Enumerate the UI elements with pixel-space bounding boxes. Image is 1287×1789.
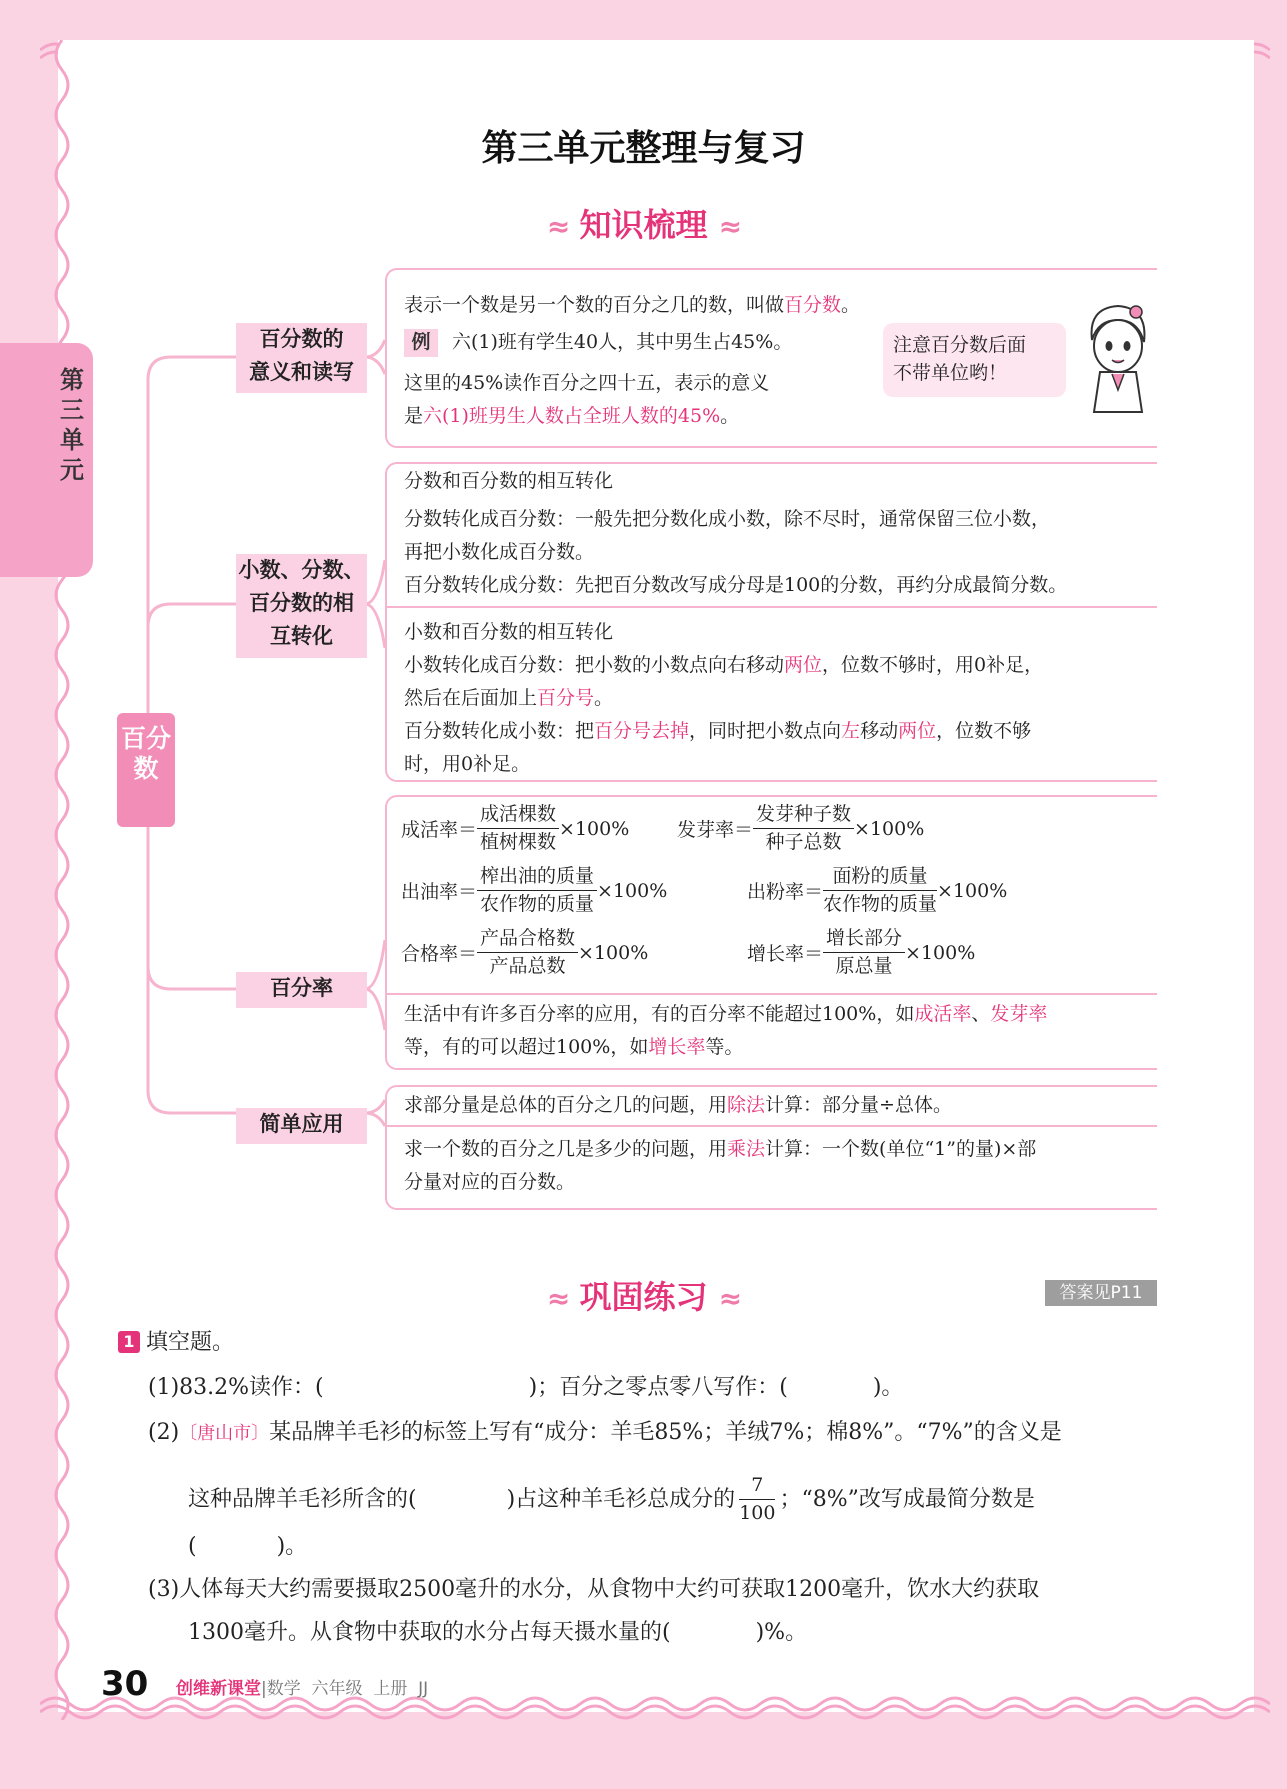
tip-line: 不带单位哟！	[893, 362, 1008, 384]
wave-deco-icon: ≈	[546, 1282, 569, 1315]
footer-info: 创维新课堂|数学 六年级 上册 JJ	[176, 1679, 429, 1699]
region-tag: 〔唐山市〕	[179, 1423, 270, 1444]
question-2: (2)〔唐山市〕某品牌羊毛衫的标签上写有“成分：羊毛85%；羊绒7%；棉8%”。“7%”的含义是	[148, 1420, 1062, 1445]
text-line: 分数转化成百分数：一般先把分数化成小数，除不尽时，通常保留三位小数，	[404, 508, 1051, 530]
question-3: (3)人体每天大约需要摄取2500毫升的水分，从食物中大约可获取1200毫升，饮水大约获取	[148, 1577, 1040, 1602]
formula-germination-rate: 发芽率＝ $\frac{\text{发芽种子数}}{\text{种子总数}}$ ×100%	[677, 803, 925, 853]
example-badge: 例	[404, 329, 438, 357]
question-2-cont: 这种品牌羊毛衫所含的( )占这种羊毛衫总成分的 $\frac{7}{100}$ ；“8%”改写成最简分数是	[188, 1474, 1035, 1524]
text-line: 求部分量是总体的百分之几的问题，用除法计算：部分量÷总体。	[404, 1094, 952, 1116]
text-line: 生活中有许多百分率的应用，有的百分率不能超过100%，如成活率、发芽率	[404, 1003, 1048, 1025]
example-meaning-line: 是六(1)班男生人数占全班人数的45%。	[404, 405, 740, 427]
formula-growth-rate: 增长率＝ $\frac{\text{增长部分}}{\text{原总量}}$ ×100%	[747, 927, 976, 977]
divider	[387, 1125, 1157, 1127]
page-number: 30	[101, 1664, 149, 1704]
question-heading: 1 填空题。	[118, 1328, 234, 1358]
wave-deco-icon: ≈	[718, 1282, 741, 1315]
sub-heading: 分数和百分数的相互转化	[404, 470, 614, 492]
divider	[387, 606, 1157, 608]
example-line: 例 六(1)班有学生40人，其中男生占45%。	[404, 329, 792, 357]
formula-oil-yield: 出油率＝ $\frac{\text{榨出油的质量}}{\text{农作物的质量}}$ ×100%	[401, 865, 668, 915]
root-node-percent: 百分数	[117, 713, 175, 827]
page-title: 第三单元整理与复习	[481, 128, 806, 169]
text-line: 求一个数的百分之几是多少的问题，用乘法计算：一个数(单位“1”的量)×部	[404, 1138, 1037, 1160]
text-line: 分量对应的百分数。	[404, 1171, 576, 1193]
panel-application	[385, 1085, 1157, 1210]
text-line: 小数转化成百分数：把小数的小数点向右移动两位，位数不够时，用0补足，	[404, 654, 1044, 676]
question-2-end: ( )。	[188, 1534, 308, 1559]
node-meaning-and-writing	[236, 323, 367, 393]
cartoon-girl-icon	[1078, 300, 1158, 415]
example-explain-line: 这里的45%读作百分之四十五，表示的意义	[404, 372, 770, 394]
panel-rates	[385, 795, 1157, 1070]
unit-tab-label: 第三单元	[60, 366, 84, 484]
sub-heading: 小数和百分数的相互转化	[404, 621, 614, 643]
wave-deco-icon: ≈	[718, 210, 741, 243]
question-1: (1)83.2%读作：( )；百分之零点零八写作：( )。	[148, 1375, 904, 1400]
formula-survival-rate: 成活率＝ $\frac{\text{成活棵数}}{\text{植树棵数}}$ ×100%	[401, 803, 630, 853]
tip-line: 注意百分数后面	[893, 334, 1027, 356]
wave-deco-icon: ≈	[546, 210, 569, 243]
tip-bubble	[883, 323, 1066, 397]
text-line: 等，有的可以超过100%，如增长率等。	[404, 1036, 744, 1058]
text-line: 时，用0补足。	[404, 753, 531, 775]
section-practice-title: 巩固练习	[579, 1278, 708, 1316]
node-line: 小数、分数、	[238, 558, 365, 582]
answer-reference: 答案见P11	[1045, 1280, 1157, 1306]
question-number: 1	[118, 1331, 140, 1353]
divider	[387, 993, 1157, 995]
text-line: 百分数转化成小数：把百分号去掉，同时把小数点向左移动两位，位数不够	[404, 720, 1032, 742]
text-line: 再把小数化成百分数。	[404, 541, 595, 563]
formula-pass-rate: 合格率＝ $\frac{\text{产品合格数}}{\text{产品总数}}$ ×100%	[401, 927, 649, 977]
question-3-cont: 1300毫升。从食物中获取的水分占每天摄水量的( )%。	[188, 1620, 808, 1645]
node-percentage-rate: 百分率	[236, 972, 367, 1008]
node-line: 百分数的相	[249, 591, 354, 615]
section-knowledge-title: 知识梳理	[579, 206, 708, 244]
node-conversion	[236, 554, 367, 658]
text-line: 然后在后面加上百分号。	[404, 687, 614, 709]
panel-conversion	[385, 462, 1157, 782]
node-line: 意义和读写	[249, 360, 354, 384]
node-line: 互转化	[270, 624, 333, 648]
formula-flour-yield: 出粉率＝ $\frac{\text{面粉的质量}}{\text{农作物的质量}}$ ×100%	[747, 865, 1008, 915]
node-line: 百分数的	[259, 327, 344, 351]
node-simple-application: 简单应用	[236, 1108, 367, 1144]
definition-line: 表示一个数是另一个数的百分之几的数，叫做百分数。	[404, 294, 861, 316]
text-line: 百分数转化成分数：先把百分数改写成分母是100的分数，再约分成最简分数。	[404, 574, 1068, 596]
